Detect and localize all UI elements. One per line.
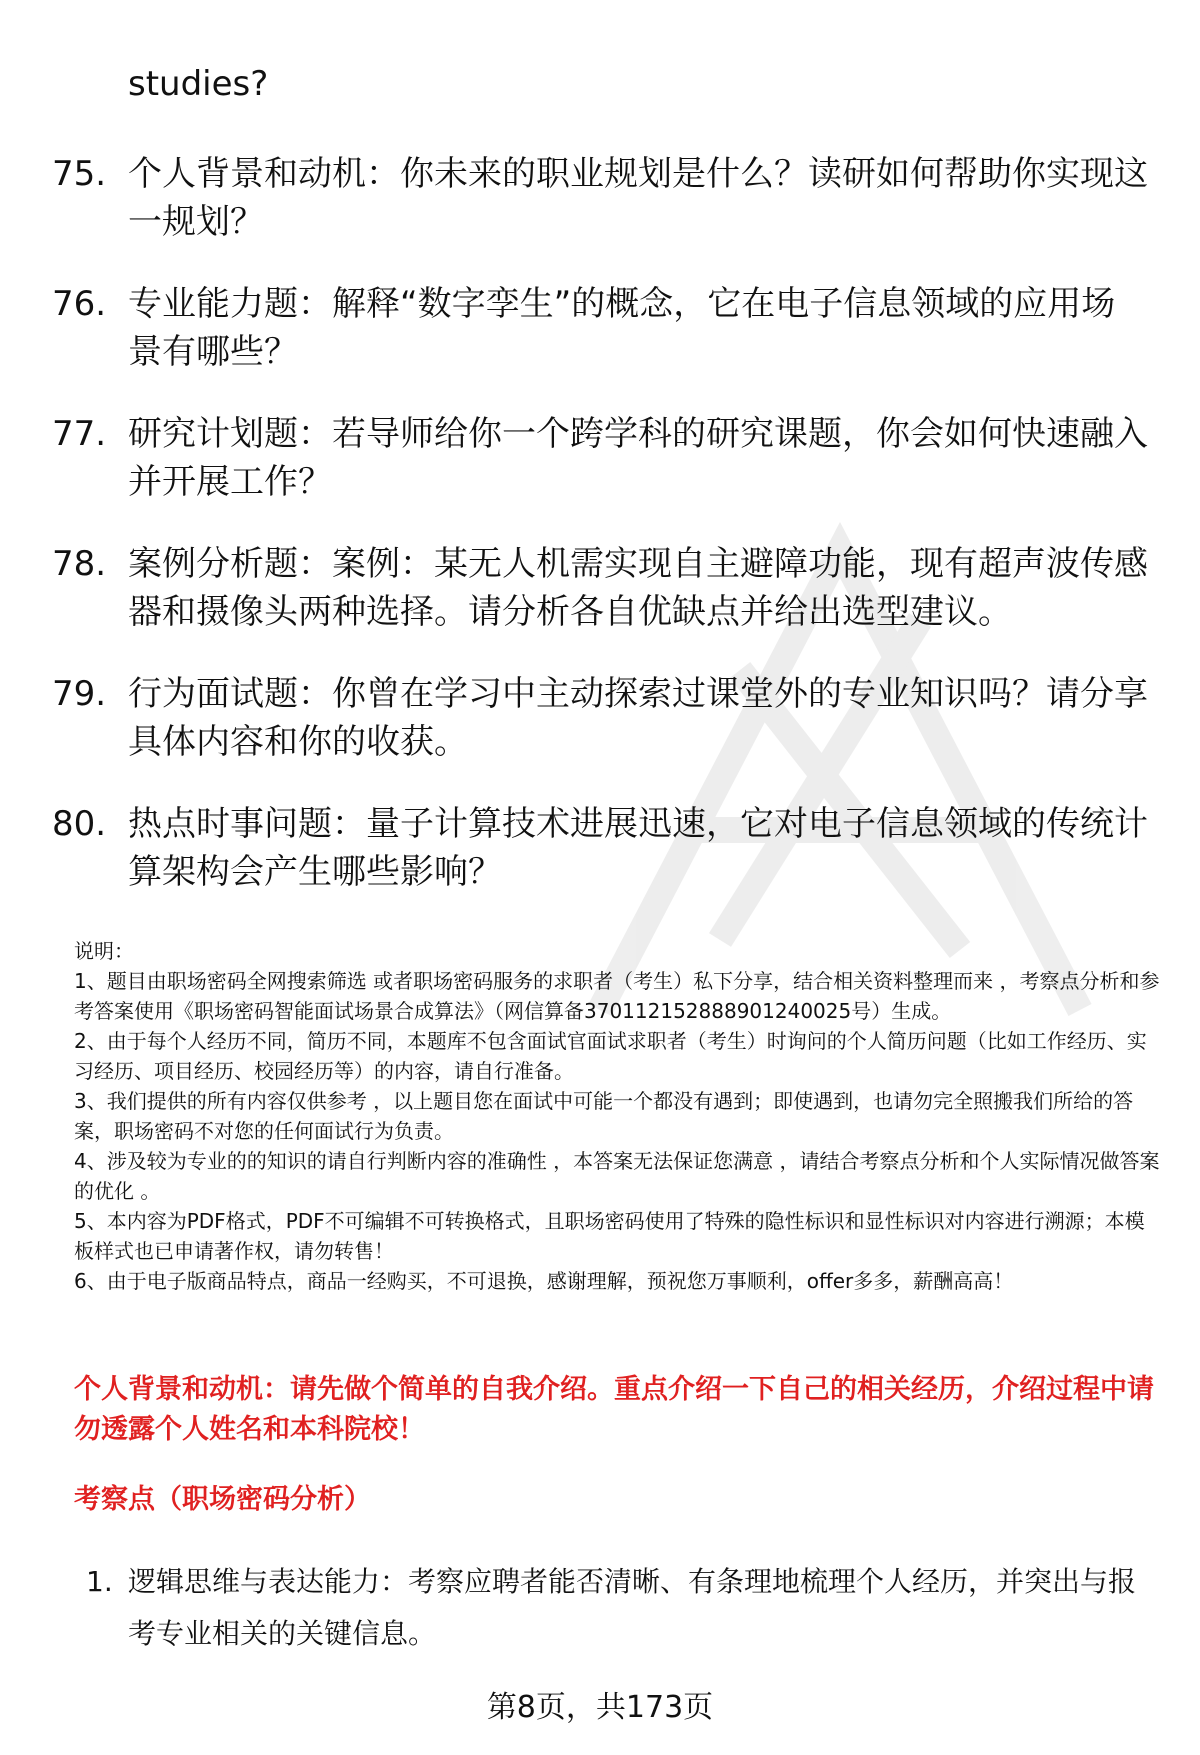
answer-point-number: 1. bbox=[86, 1565, 113, 1598]
note-line: 2、由于每个人经历不同，简历不同，本题库不包含面试官面试求职者（考生）时询问的个人简历问题（比如工作经历、实习经历、项目经历、校园经历等）的内容，请自行准备。 bbox=[74, 1029, 1147, 1083]
question-item bbox=[52, 670, 1152, 766]
question-continuation: studies? bbox=[128, 64, 269, 104]
question-text: 热点时事问题：量子计算技术进展迅速，它对电子信息领域的传统计算架构会产生哪些影响？ bbox=[128, 804, 1148, 892]
page-footer: 第8页，共173页 bbox=[486, 1690, 714, 1725]
question-text: 个人背景和动机：你未来的职业规划是什么？读研如何帮助你实现这一规划？ bbox=[128, 154, 1148, 242]
note-line: 6、由于电子版商品特点，商品一经购买，不可退换，感谢理解，预祝您万事顺利，offer多多，薪酬高高！ bbox=[74, 1269, 1014, 1293]
question-text: 研究计划题：若导师给你一个跨学科的研究课题，你会如何快速融入并开展工作？ bbox=[128, 414, 1148, 502]
question-item bbox=[52, 800, 1152, 896]
question-number: 77. bbox=[52, 414, 107, 454]
notes-title: 说明： bbox=[74, 939, 134, 963]
question-item bbox=[52, 410, 1152, 506]
question-number: 79. bbox=[52, 674, 107, 714]
question-number: 75. bbox=[52, 154, 107, 194]
question-item bbox=[52, 150, 1152, 246]
question-text: 案例分析题：案例：某无人机需实现自主避障功能，现有超声波传感器和摄像头两种选择。请分析各自优缺点并给出选型建议。 bbox=[128, 544, 1148, 632]
section-label: 考察点（职场密码分析） bbox=[74, 1484, 371, 1515]
question-number: 78. bbox=[52, 544, 107, 584]
notes-section bbox=[74, 936, 1164, 1296]
note-line: 5、本内容为PDF格式，PDF不可编辑不可转换格式，且职场密码使用了特殊的隐性标识和显性标识对内容进行溯源；本模板样式也已申请著作权，请勿转售！ bbox=[74, 1209, 1145, 1263]
question-number: 80. bbox=[52, 804, 107, 844]
question-text: 专业能力题：解释“数字孪生”的概念，它在电子信息领域的应用场景有哪些？ bbox=[128, 284, 1116, 372]
note-line: 4、涉及较为专业的的知识的请自行判断内容的准确性 ，本答案无法保证您满意 ，请结合考察点分析和个人实际情况做答案的优化 。 bbox=[74, 1149, 1160, 1203]
question-text: 行为面试题：你曾在学习中主动探索过课堂外的专业知识吗？请分享具体内容和你的收获。 bbox=[128, 674, 1148, 762]
question-list bbox=[52, 150, 1152, 930]
question-item bbox=[52, 540, 1152, 636]
question-number: 76. bbox=[52, 284, 107, 324]
answer-point-text: 逻辑思维与表达能力：考察应聘者能否清晰、有条理地梳理个人经历，并突出与报考专业相关的关键信息。 bbox=[128, 1565, 1137, 1650]
highlight-question: 个人背景和动机：请先做个简单的自我介绍。重点介绍一下自己的相关经历，介绍过程中请勿透露个人姓名和本科院校！ bbox=[74, 1374, 1154, 1445]
answer-point bbox=[86, 1556, 1166, 1660]
question-item bbox=[52, 280, 1152, 376]
note-line: 3、我们提供的所有内容仅供参考 ，以上题目您在面试中可能一个都没有遇到；即使遇到，也请勿完全照搬我们所给的答案，职场密码不对您的任何面试行为负责。 bbox=[74, 1089, 1134, 1143]
note-line: 1、题目由职场密码全网搜索筛选 或者职场密码服务的求职者（考生）私下分享，结合相关资料整理而来 ，考察点分析和参考答案使用《职场密码智能面试场景合成算法》（网信算备370112152888901240025号）生成。 bbox=[74, 969, 1160, 1023]
